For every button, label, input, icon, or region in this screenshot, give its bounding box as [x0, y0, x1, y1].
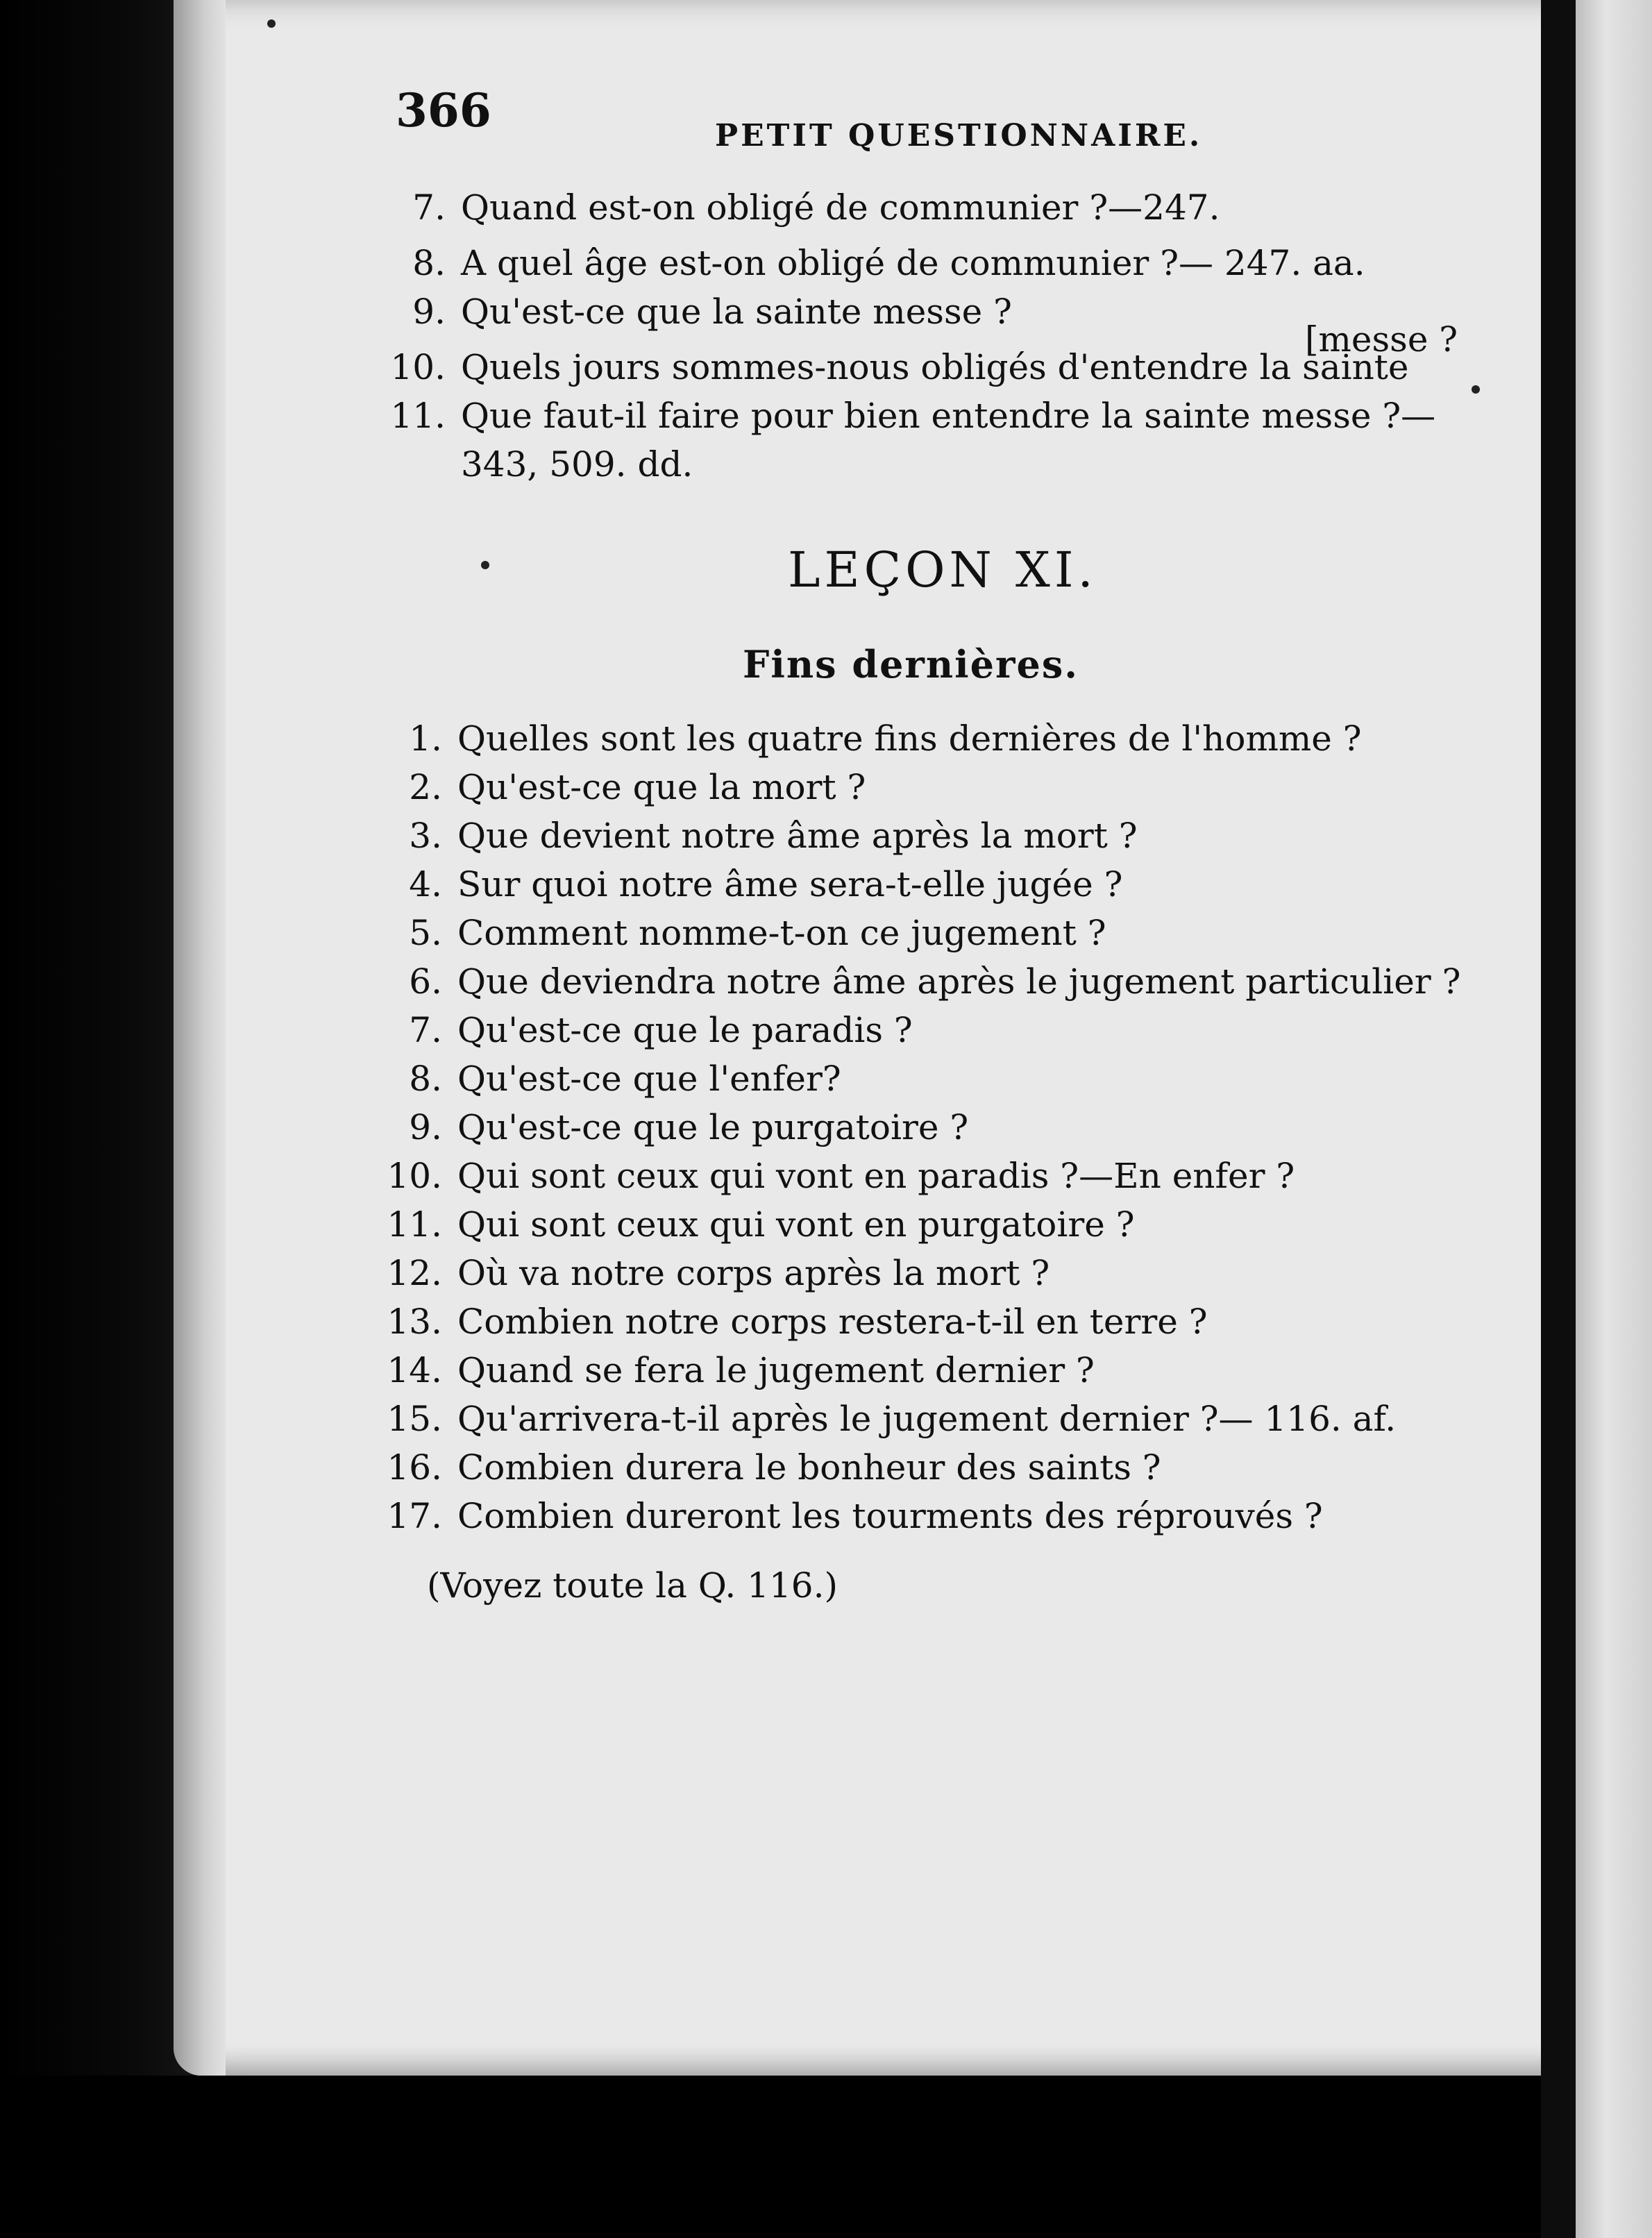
question-text: Qu'est-ce que le purgatoire ? — [457, 1107, 969, 1147]
question-text: Combien durera le bonheur des saints ? — [457, 1447, 1161, 1488]
list-item — [378, 1496, 1323, 1536]
list-item — [378, 1350, 1095, 1390]
list-item — [378, 816, 1138, 856]
question-text: A quel âge est-on obligé de communier ?— 247. aa. — [461, 243, 1365, 283]
question-text: Que devient notre âme après la mort ? — [457, 816, 1138, 856]
question-number: 3. — [409, 816, 442, 856]
question-number: 12. — [387, 1253, 442, 1293]
question-text: Que faut-il faire pour bien entendre la sainte messe ?— — [461, 396, 1436, 436]
list-item — [378, 961, 1460, 1002]
question-number: 15. — [387, 1399, 442, 1439]
question-number: 8. — [409, 1059, 442, 1099]
continuation-text: 343, 509. dd. — [461, 444, 693, 485]
question-text: Qu'est-ce que l'enfer? — [457, 1059, 841, 1099]
list-item — [378, 1399, 1396, 1439]
running-head: PETIT QUESTIONNAIRE. — [715, 118, 1203, 153]
list-item — [378, 1253, 1050, 1293]
list-item — [382, 396, 1435, 436]
list-item — [382, 243, 1365, 283]
question-number: 4. — [409, 864, 442, 905]
question-number: 7. — [412, 187, 446, 228]
question-text: Que deviendra notre âme après le jugement particulier ? — [457, 961, 1461, 1002]
question-text: Sur quoi notre âme sera-t-elle jugée ? — [457, 864, 1123, 905]
question-number: 17. — [387, 1496, 442, 1536]
question-number: 1. — [409, 718, 442, 759]
question-number: 8. — [412, 243, 446, 283]
list-item — [382, 187, 1220, 228]
list-item — [378, 1010, 913, 1050]
question-number: 13. — [387, 1302, 442, 1342]
question-text: Comment nomme-t-on ce jugement ? — [457, 913, 1106, 953]
list-item — [382, 347, 1408, 387]
question-text: Qu'est-ce que la sainte messe ? — [461, 292, 1012, 332]
question-number: 10. — [387, 1156, 442, 1196]
question-number: 11. — [390, 396, 446, 436]
question-text: Qu'est-ce que le paradis ? — [457, 1010, 913, 1050]
question-text: Quand est-on obligé de communier ?—247. — [461, 187, 1220, 228]
list-item — [378, 1107, 968, 1147]
question-number: 7. — [409, 1010, 442, 1050]
reference-note: (Voyez toute la Q. 116.) — [427, 1565, 838, 1606]
question-text: Où va notre corps après la mort ? — [457, 1253, 1050, 1293]
question-number: 10. — [390, 347, 446, 387]
list-item — [378, 864, 1122, 905]
question-text: Qui sont ceux qui vont en paradis ?—En enfer ? — [457, 1156, 1295, 1196]
page-number: 366 — [396, 83, 491, 137]
lesson-subtitle: Fins dernières. — [743, 642, 1079, 687]
question-number: 6. — [409, 961, 442, 1002]
question-number: 16. — [387, 1447, 442, 1488]
question-number: 14. — [387, 1350, 442, 1390]
list-item — [378, 718, 1362, 759]
list-item — [378, 1204, 1135, 1245]
question-number: 9. — [409, 1107, 442, 1147]
continuation-text: [messe ? — [1305, 319, 1458, 360]
list-item — [382, 292, 1012, 332]
question-text: Combien dureront les tourments des réprouvés ? — [457, 1496, 1323, 1536]
question-text: Combien notre corps restera-t-il en terre ? — [457, 1302, 1208, 1342]
question-text: Quels jours sommes-nous obligés d'entendre la sainte — [461, 347, 1409, 387]
list-item — [378, 1059, 841, 1099]
list-item — [378, 767, 866, 807]
question-number: 9. — [412, 292, 446, 332]
question-text: Quelles sont les quatre fins dernières de l'homme ? — [457, 718, 1362, 759]
question-text: Qui sont ceux qui vont en purgatoire ? — [457, 1204, 1135, 1245]
question-number: 11. — [387, 1204, 442, 1245]
list-item — [378, 913, 1106, 953]
question-text: Qu'est-ce que la mort ? — [457, 767, 866, 807]
list-item — [378, 1447, 1161, 1488]
list-item — [378, 1156, 1295, 1196]
list-item — [378, 1302, 1208, 1342]
lesson-title: LEÇON XI. — [788, 541, 1097, 598]
question-text: Qu'arrivera-t-il après le jugement dernier ?— 116. af. — [457, 1399, 1397, 1439]
question-text: Quand se fera le jugement dernier ? — [457, 1350, 1095, 1390]
question-number: 2. — [409, 767, 442, 807]
question-number: 5. — [409, 913, 442, 953]
